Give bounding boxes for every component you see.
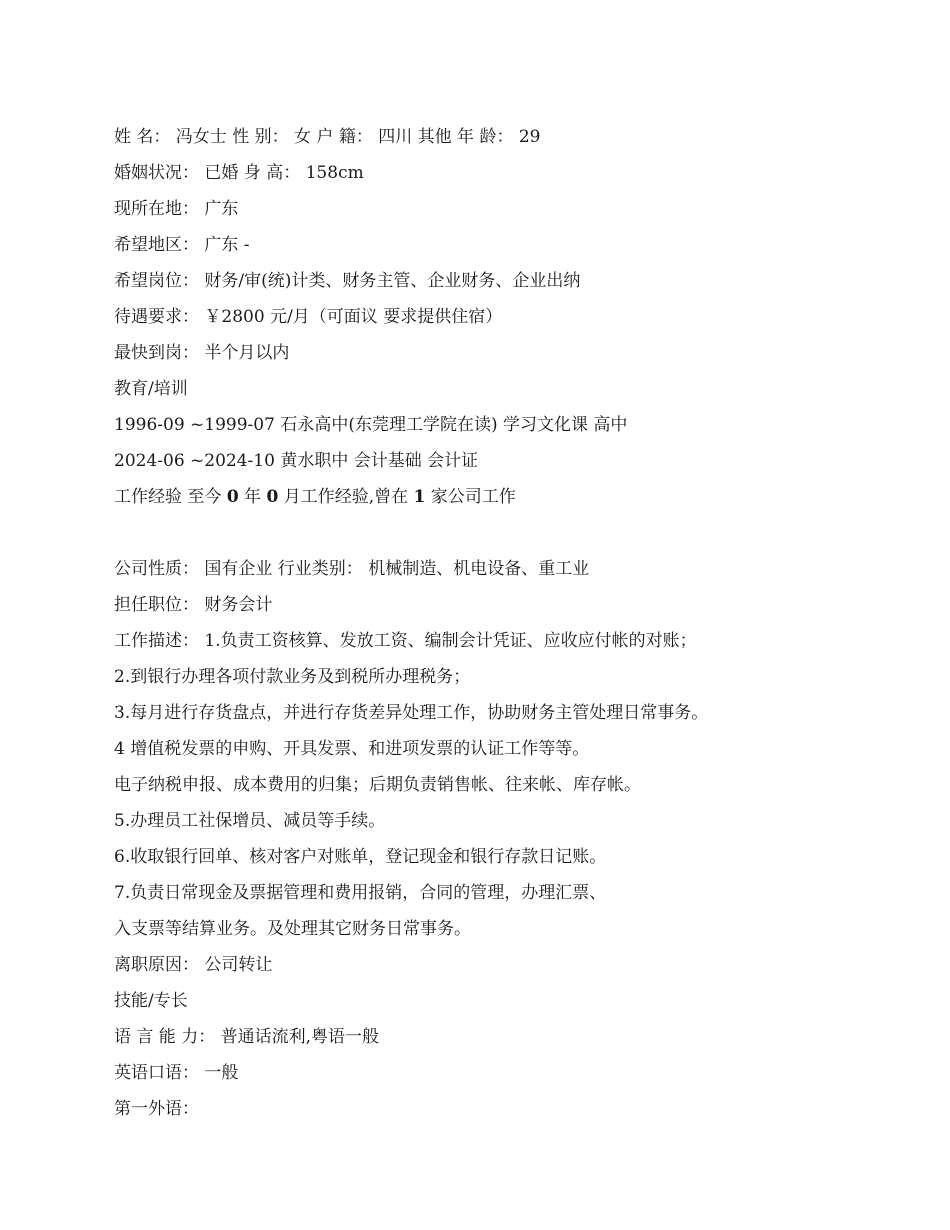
job-description-line: 入支票等结算业务。及处理其它财务日常事务。 bbox=[114, 919, 471, 939]
job-description-line: 4 增值税发票的申购、开具发票、和进项发票的认证工作等等。 bbox=[114, 739, 590, 759]
experience-months: 0 bbox=[266, 487, 279, 507]
experience-mid2: 月工作经验,曾在 bbox=[278, 487, 414, 507]
job-description-line: 3.每月进行存货盘点，并进行存货差异处理工作，协助财务主管处理日常事务。 bbox=[114, 703, 709, 723]
experience-suffix: 家公司工作 bbox=[425, 487, 516, 507]
section-gap bbox=[114, 518, 894, 554]
job-description-line: 工作描述： 1.负责工资核算、发放工资、编制会计凭证、应收应付帐的对账； bbox=[114, 631, 697, 651]
availability: 最快到岗： 半个月以内 bbox=[114, 343, 290, 363]
company-type-line: 公司性质： 国有企业 行业类别： 机械制造、机电设备、重工业 bbox=[114, 559, 590, 579]
marital-height-line: 婚姻状况： 已婚 身 高： 158cm bbox=[114, 163, 364, 183]
job-description-line: 电子纳税申报、成本费用的归集；后期负责销售帐、往来帐、库存帐。 bbox=[114, 775, 641, 795]
leave-reason: 离职原因： 公司转让 bbox=[114, 955, 273, 975]
salary-requirement: 待遇要求： ￥2800 元/月（可面议 要求提供住宿） bbox=[114, 307, 503, 327]
experience-mid1: 年 bbox=[238, 487, 267, 507]
experience-summary bbox=[114, 482, 894, 518]
language-ability: 语 言 能 力： 普通话流利,粤语一般 bbox=[114, 1027, 380, 1047]
experience-company-count: 1 bbox=[413, 487, 426, 507]
job-description-line: 6.收取银行回单、核对客户对账单，登记现金和银行存款日记账。 bbox=[114, 847, 607, 867]
desired-region: 希望地区： 广东 - bbox=[114, 235, 250, 255]
english-oral: 英语口语： 一般 bbox=[114, 1063, 239, 1083]
current-location: 现所在地： 广东 bbox=[114, 199, 239, 219]
personal-info-line: 姓 名： 冯女士 性 别： 女 户 籍： 四川 其他 年 龄： 29 bbox=[114, 127, 541, 147]
job-description-line: 2.到银行办理各项付款业务及到税所办理税务； bbox=[114, 667, 471, 687]
education-item: 2024-06 ~2024-10 黄水职中 会计基础 会计证 bbox=[114, 451, 479, 471]
resume-content bbox=[114, 122, 894, 1130]
job-position: 担任职位： 财务会计 bbox=[114, 595, 273, 615]
job-description-line: 5.办理员工社保增员、减员等手续。 bbox=[114, 811, 386, 831]
education-heading: 教育/培训 bbox=[114, 379, 188, 399]
first-foreign-language: 第一外语： bbox=[114, 1099, 199, 1119]
experience-years: 0 bbox=[226, 487, 239, 507]
education-item: 1996-09 ~1999-07 石永高中(东莞理工学院在读) 学习文化课 高中 bbox=[114, 415, 628, 435]
experience-prefix: 工作经验 至今 bbox=[114, 487, 227, 507]
job-description-line: 7.负责日常现金及票据管理和费用报销，合同的管理，办理汇票、 bbox=[114, 883, 607, 903]
desired-position: 希望岗位： 财务/审(统)计类、财务主管、企业财务、企业出纳 bbox=[114, 271, 581, 291]
skills-heading: 技能/专长 bbox=[114, 991, 188, 1011]
